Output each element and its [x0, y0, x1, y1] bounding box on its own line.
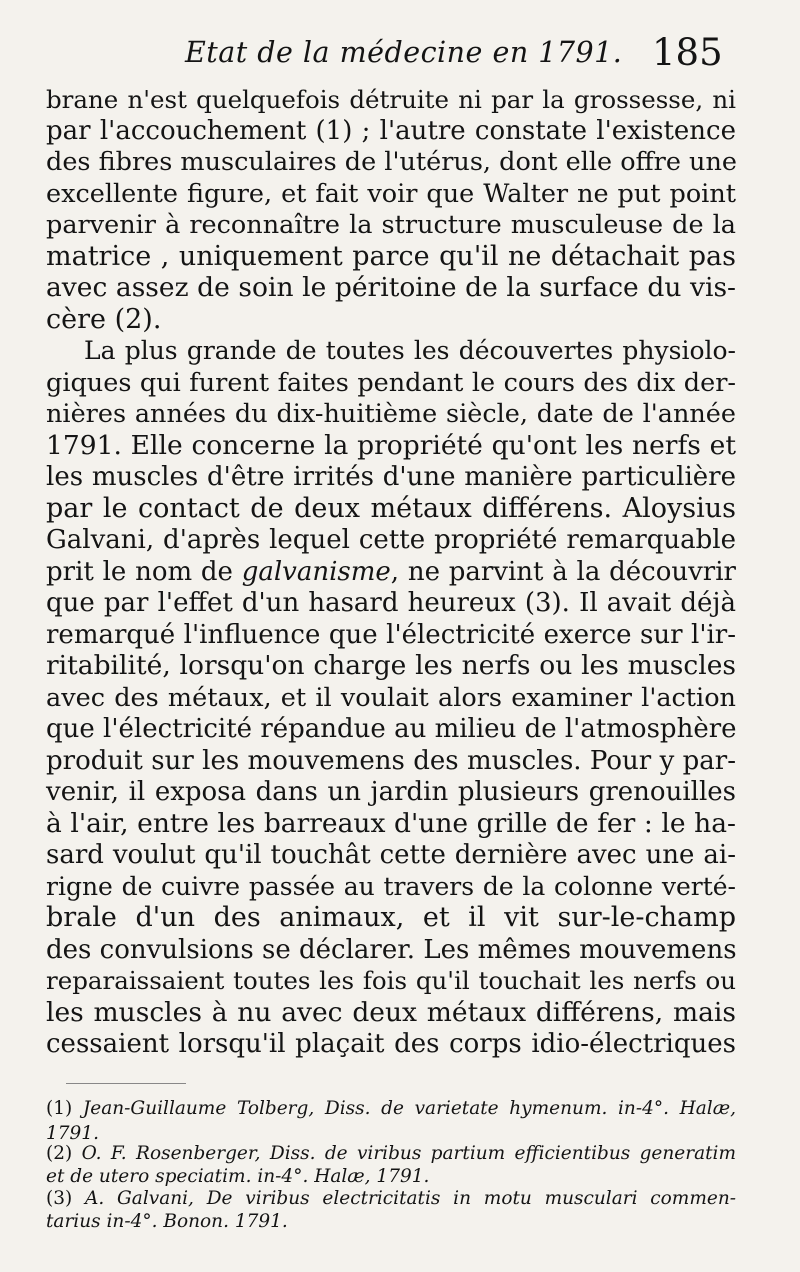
footnote-text: et de utero speciatim. in-4°. Halæ, 1791.: [46, 1166, 430, 1187]
text-line: des fibres musculaires de l'utérus, dont elle offre une: [46, 147, 737, 177]
text-line: des convulsions se déclarer. Les mêmes mouvemens: [46, 935, 737, 965]
footnote-text: O. F. Rosenberger, Diss. de viribus partium efficientibus generatim: [81, 1143, 736, 1164]
footnote-3-continuation: [46, 1209, 288, 1235]
text-line: giques qui furent faites pendant le cours des dix der-: [46, 368, 736, 398]
text-line: que l'électricité répandue au milieu de l'atmosphère: [46, 714, 737, 744]
text-line: que par l'effet d'un hasard heureux (3). Il avait déjà: [46, 588, 736, 618]
text-line: reparaissaient toutes les fois qu'il touchait les nerfs ou: [46, 966, 736, 995]
paragraph-start-line: La plus grande de toutes les découvertes physiolo-: [84, 336, 736, 365]
text-line: avec des métaux, et il voulait alors examiner l'action: [46, 683, 736, 713]
text-line: les muscles à nu avec deux métaux différens, mais: [46, 997, 736, 1028]
text-line: sard voulut qu'il touchât cette dernière avec une ai-: [46, 840, 736, 870]
text-line: prit le nom de galvanisme, ne parvint à la découvrir: [46, 557, 736, 587]
text-line: matrice , uniquement parce qu'il ne détachait pas: [46, 241, 736, 272]
page-header: [0, 30, 800, 80]
footnote-1: [46, 1096, 736, 1122]
text-line: remarqué l'influence que l'électricité exerce sur l'ir-: [46, 620, 736, 650]
footnote-rule: [66, 1083, 186, 1084]
text-line: rigne de cuivre passée au travers de la colonne verté-: [46, 872, 736, 901]
text-line: cère (2).: [46, 304, 162, 335]
footnote-marker: (3): [46, 1188, 73, 1209]
footnote-text: Jean-Guillaume Tolberg, Diss. de varietate hymenum. in-4°. Halæ,: [82, 1098, 736, 1119]
text-line: ritabilité, lorsqu'on charge les nerfs ou les muscles: [46, 650, 736, 681]
text-line: brane n'est quelquefois détruite ni par la grossesse, ni: [46, 85, 736, 114]
footnote-marker: (1): [46, 1098, 73, 1119]
page-number: 185: [652, 31, 723, 74]
text-line: produit sur les mouvemens des muscles. Pour y par-: [46, 746, 736, 776]
text-line: brale d'un des animaux, et il vit sur-le-champ: [46, 902, 736, 933]
text-line: excellente figure, et fait voir que Walter ne put point: [46, 179, 736, 209]
text-line: cessaient lorsqu'il plaçait des corps idio-électriques: [46, 1029, 736, 1059]
emphasized-term: galvanisme: [241, 557, 391, 587]
footnote-text: A. Galvani, De viribus electricitatis in motu musculari commen-: [85, 1188, 736, 1209]
text-line: Galvani, d'après lequel cette propriété remarquable: [46, 525, 736, 555]
footnote-text: tarius in-4°. Bonon. 1791.: [46, 1211, 288, 1232]
text-line: par le contact de deux métaux différens. Aloysius: [46, 493, 736, 524]
text-line: venir, il exposa dans un jardin plusieurs grenouilles: [46, 777, 736, 807]
footnote-text: 1791.: [46, 1123, 99, 1144]
text-line: nières années du dix-huitième siècle, date de l'année: [46, 399, 736, 429]
text-line: avec assez de soin le péritoine de la surface du vis-: [46, 272, 736, 303]
running-title: Etat de la médecine en 1791.: [185, 36, 623, 69]
text-line: parvenir à reconnaître la structure musculeuse de la: [46, 210, 736, 240]
text-line: à l'air, entre les barreaux d'une grille de fer : le ha-: [46, 808, 736, 839]
text-line: les muscles d'être irrités d'une manière particulière: [46, 462, 736, 492]
text-line: 1791. Elle concerne la propriété qu'ont les nerfs et: [46, 430, 736, 461]
text-line: par l'accouchement (1) ; l'autre constate l'existence: [46, 116, 736, 146]
footnote-marker: (2): [46, 1143, 73, 1164]
